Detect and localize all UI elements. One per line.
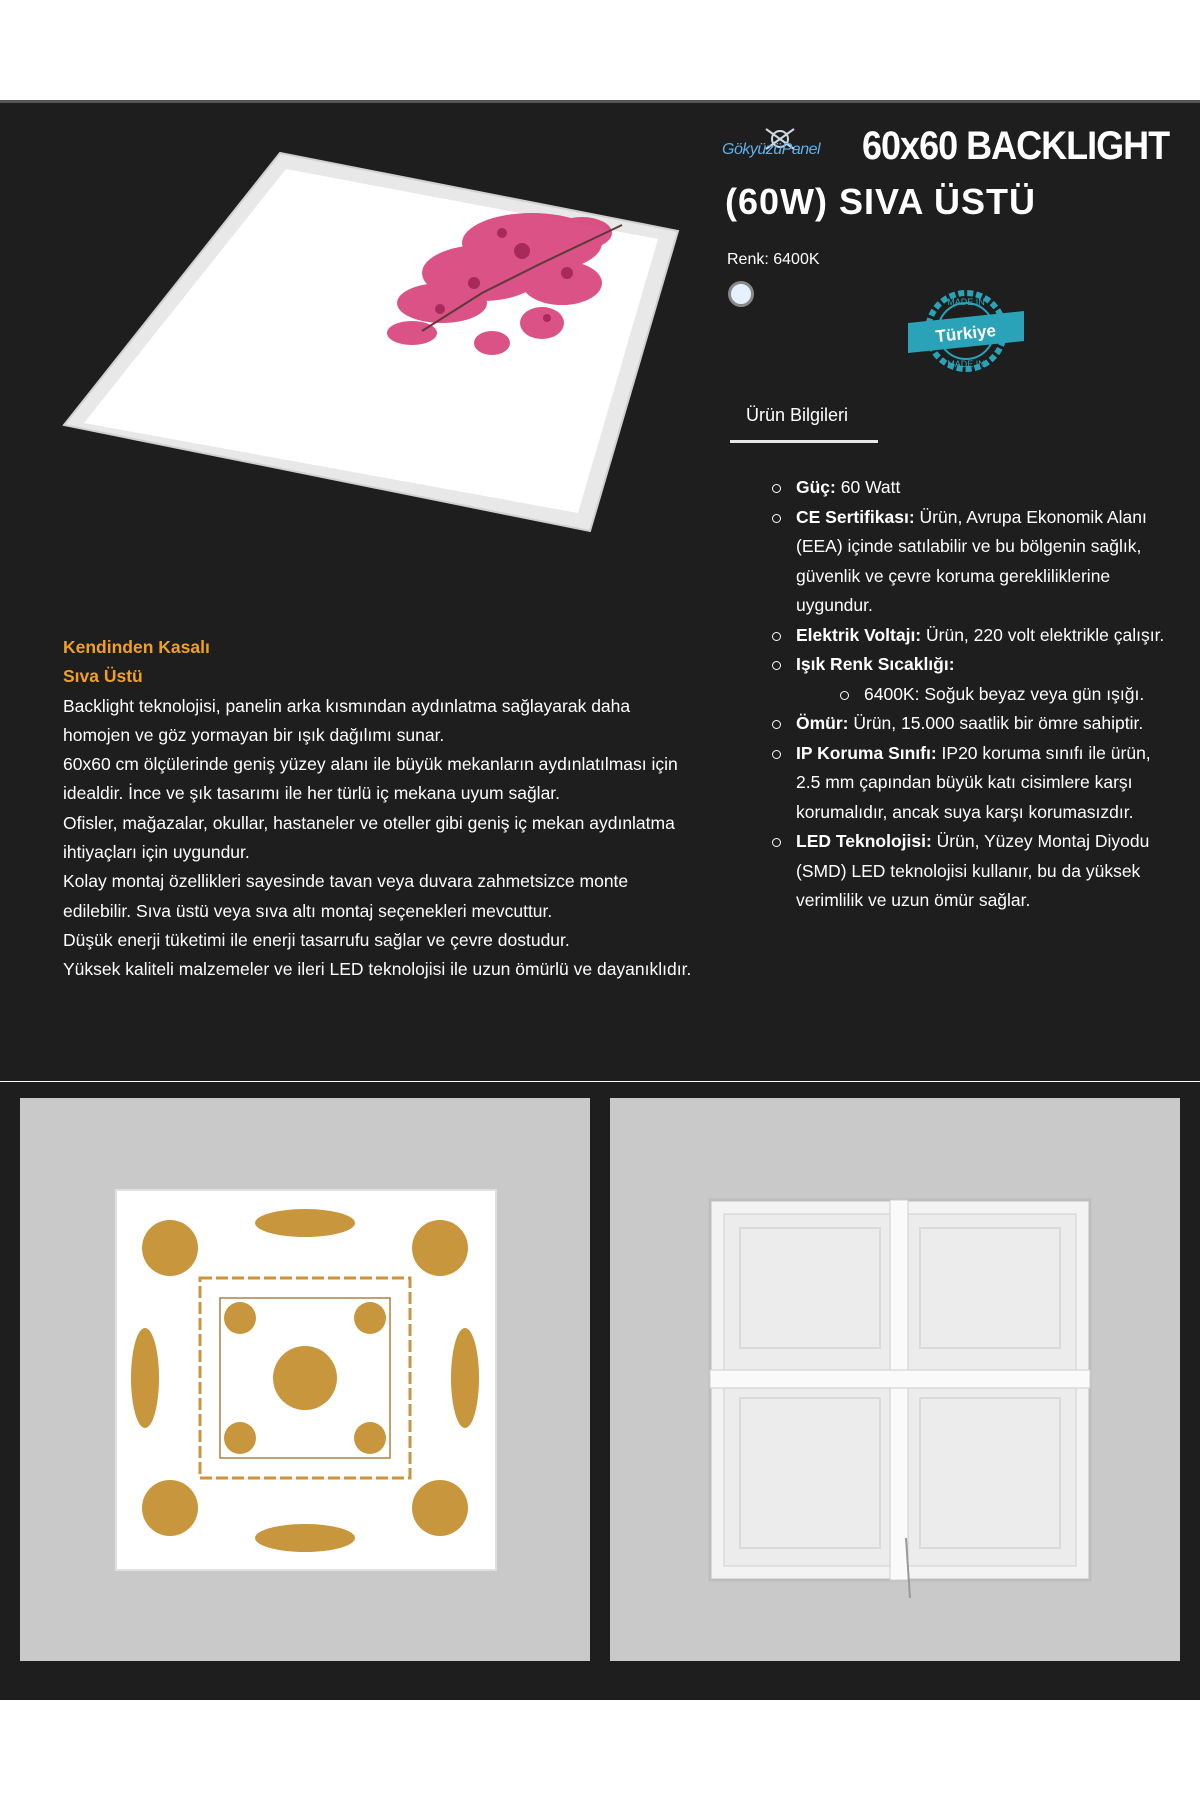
product-gallery — [0, 1082, 1200, 1700]
feature-highlight-1: Kendinden Kasalı — [63, 637, 210, 657]
spec-value: Ürün, Avrupa Ekonomik Alanı (EEA) içinde satılabilir ve bu bölgenin sağlık, güvenlik ve çevre koruma gerekliliklerine uygundur. — [796, 506, 1147, 615]
spec-value: Ürün, Yüzey Montaj Diyodu (SMD) LED teknolojisi kullanır, bu da yüksek verimlilik ve uzun ömür sağlar. — [796, 831, 1150, 910]
product-image-blossom-panel — [62, 133, 682, 533]
spec-item — [772, 680, 1172, 710]
badge-bottom-text: MADE IN — [947, 359, 985, 369]
spec-item — [772, 709, 1172, 739]
tab-active-indicator — [730, 440, 878, 443]
spec-item — [772, 739, 1172, 828]
badge-text: Türkiye — [934, 320, 997, 347]
product-title-line1: 60x60 BACKLIGHT — [862, 122, 1170, 168]
tab-product-info[interactable]: Ürün Bilgileri — [746, 405, 849, 425]
spec-key: CE Sertifikası: — [796, 506, 915, 527]
description-paragraph: Backlight teknolojisi, panelin arka kısmından aydınlatma sağlayarak daha homojen ve göz yormayan bir ışık dağılımı sunar. — [63, 695, 631, 745]
product-info-panel — [0, 100, 1200, 1081]
color-label: Renk: 6400K — [727, 251, 820, 268]
spec-item — [772, 827, 1172, 916]
spec-key: IP Koruma Sınıfı: — [796, 742, 937, 763]
description-paragraph: Düşük enerji tüketimi ile enerji tasarrufu sağlar ve çevre dostudur. — [63, 929, 570, 950]
spec-item — [772, 650, 1172, 680]
spec-key: Işık Renk Sıcaklığı: — [796, 654, 955, 674]
feature-highlight-2: Sıva Üstü — [63, 666, 143, 687]
spec-item — [772, 621, 1172, 651]
spec-value: 60 Watt — [835, 477, 901, 497]
spec-key: LED Teknolojisi: — [796, 831, 932, 851]
gallery-image-panel-back[interactable] — [610, 1098, 1180, 1661]
spec-item — [772, 473, 1172, 503]
spec-value: Ürün, 15.000 saatlik bir ömre sahiptir. — [848, 713, 1144, 733]
spec-value: Ürün, 220 volt elektrikle çalışır. — [921, 624, 1165, 645]
product-title-line2: (60W) SIVA ÜSTÜ — [725, 181, 1037, 222]
description-paragraph: 60x60 cm ölçülerinde geniş yüzey alanı ile büyük mekanların aydınlatılması için idealdir. İnce ve şık tasarımı ile her türlü iç mekana uyum sağlar. — [63, 754, 678, 804]
description-paragraph: Yüksek kaliteli malzemeler ve ileri LED teknolojisi ile uzun ömürlü ve dayanıklıdır. — [63, 959, 692, 980]
description-paragraph: Kolay montaj özellikleri sayesinde tavan veya duvara zahmetsizce monte edilebilir. Sıva üstü veya sıva altı montaj seçenekleri mevcuttur. — [63, 871, 629, 921]
spec-key: Elektrik Voltajı: — [796, 624, 922, 645]
spec-list — [772, 473, 1172, 916]
product-description — [63, 633, 693, 985]
gallery-image-gold-floral-panel[interactable] — [20, 1098, 590, 1661]
spec-value: IP20 koruma sınıfı ile ürün, 2.5 mm çapından büyük katı cisimlere karşı korumalıdır, ancak suya karşı korumasızdır. — [796, 742, 1151, 822]
badge-top-text: MADE IN — [947, 297, 985, 307]
spec-value: 6400K: Soğuk beyaz veya gün ışığı. — [864, 683, 1145, 704]
spec-item — [772, 503, 1172, 621]
spec-key: Ömür: — [796, 713, 849, 733]
made-in-turkiye-badge-icon — [906, 281, 1026, 381]
color-swatch-6400k[interactable] — [728, 281, 754, 307]
spec-key: Güç: — [796, 477, 836, 497]
brand-name: GökyüzüPanel — [722, 141, 821, 158]
description-paragraph: Ofisler, mağazalar, okullar, hastaneler ve oteller gibi geniş iç mekan aydınlatma ihtiyaçları için uygundur. — [63, 812, 675, 863]
